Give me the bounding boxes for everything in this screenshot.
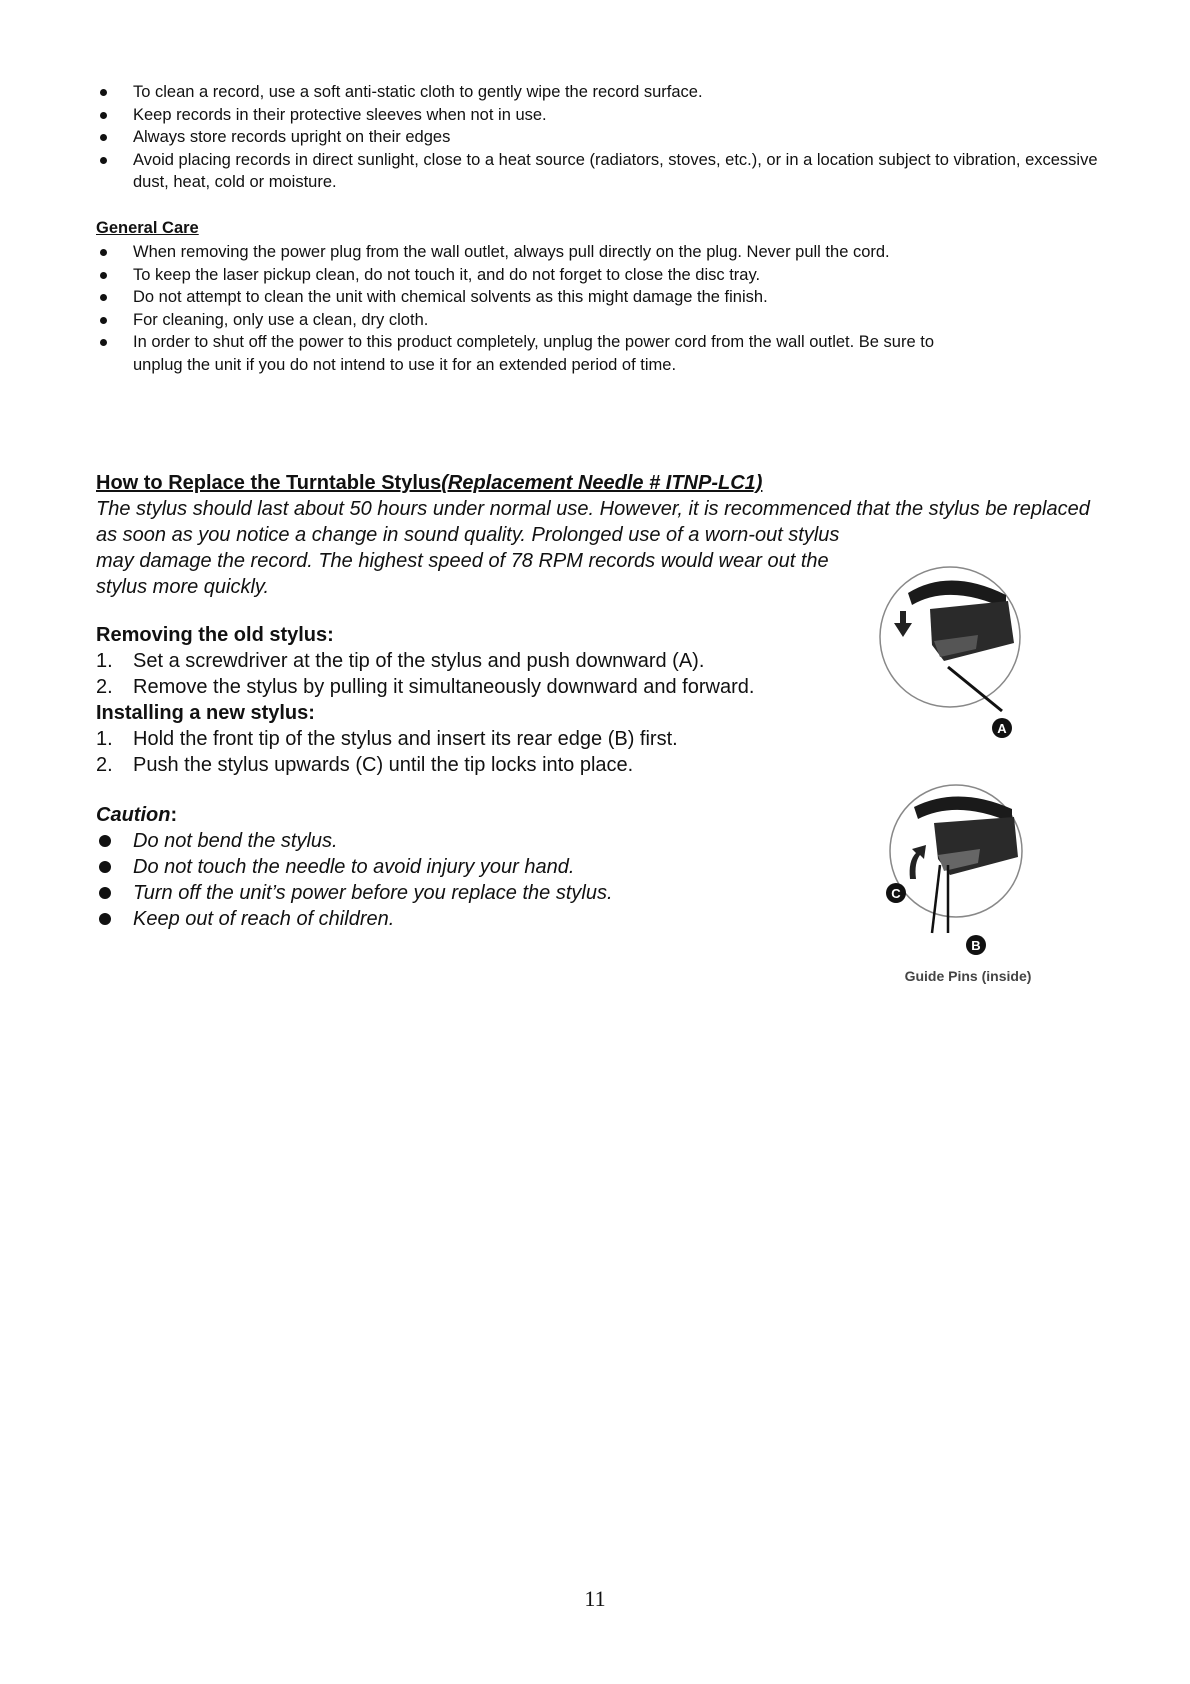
list-item: To keep the laser pickup clean, do not touch it, and do not forget to close the disc tray. — [96, 264, 946, 287]
step-number: 2. — [96, 754, 113, 776]
step-text: Remove the stylus by pulling it simultaneously downward and forward. — [133, 676, 755, 698]
general-care-heading: General Care — [96, 219, 199, 237]
installing-heading: Installing a new stylus: — [96, 702, 315, 724]
list-item: In order to shut off the power to this product completely, unplug the power cord from the wall outlet. Be sure to unplug the unit if you do not intend to use it for an extended period of time. — [96, 331, 946, 376]
list-item: Always store records upright on their edges — [96, 126, 1116, 149]
stylus-removal-figure — [878, 565, 1038, 750]
list-item: Do not touch the needle to avoid injury your hand. — [96, 854, 1116, 880]
stylus-section-title — [96, 471, 1116, 496]
list-item: Do not bend the stylus. — [96, 828, 1116, 854]
caution-colon: : — [170, 804, 178, 826]
label-c: C — [891, 886, 901, 901]
removing-heading: Removing the old stylus: — [96, 624, 334, 646]
list-item: When removing the power plug from the wall outlet, always pull directly on the plug. Never pull the cord. — [96, 241, 946, 264]
stylus-title-sub: (Replacement Needle # ITNP-LC1) — [441, 472, 763, 494]
page-number: 11 — [584, 1586, 606, 1611]
records-care-list — [96, 81, 1116, 194]
stylus-install-figure — [874, 783, 1050, 993]
list-item: Keep records in their protective sleeves when not in use. — [96, 104, 1116, 127]
label-a: A — [997, 721, 1007, 736]
step-text: Hold the front tip of the stylus and insert its rear edge (B) first. — [133, 728, 678, 750]
list-item: Avoid placing records in direct sunlight, close to a heat source (radiators, stoves, etc.), or in a location subject to vibration, excessive dust, heat, cold or moisture. — [96, 149, 1116, 194]
list-item: To clean a record, use a soft anti-static cloth to gently wipe the record surface. — [96, 81, 1116, 104]
list-item: Do not attempt to clean the unit with chemical solvents as this might damage the finish. — [96, 286, 946, 309]
list-item: For cleaning, only use a clean, dry cloth. — [96, 309, 946, 332]
stylus-intro-narrow: may damage the record. The highest speed of 78 RPM records would wear out the stylus more quickly. — [96, 550, 829, 598]
step-number: 2. — [96, 676, 113, 698]
step-number: 1. — [96, 728, 113, 750]
stylus-intro-wide: The stylus should last about 50 hours under normal use. However, it is recommenced that the stylus be replaced as soon as you notice a change in sound quality. Prolonged use of a worn-out stylus — [96, 498, 1090, 546]
step-text: Set a screwdriver at the tip of the stylus and push downward (A). — [133, 650, 705, 672]
stylus-title-main: How to Replace the Turntable Stylus — [96, 472, 442, 494]
step-item — [96, 752, 1116, 778]
label-b: B — [971, 938, 981, 953]
step-text: Push the stylus upwards (C) until the tip locks into place. — [133, 754, 634, 776]
step-number: 1. — [96, 650, 113, 672]
guide-pins-caption: Guide Pins (inside) — [904, 968, 1032, 984]
general-care-list — [96, 241, 946, 376]
list-item: Keep out of reach of children. — [96, 906, 1116, 932]
caution-heading-text: Caution — [96, 804, 171, 826]
list-item: Turn off the unit’s power before you replace the stylus. — [96, 880, 1116, 906]
